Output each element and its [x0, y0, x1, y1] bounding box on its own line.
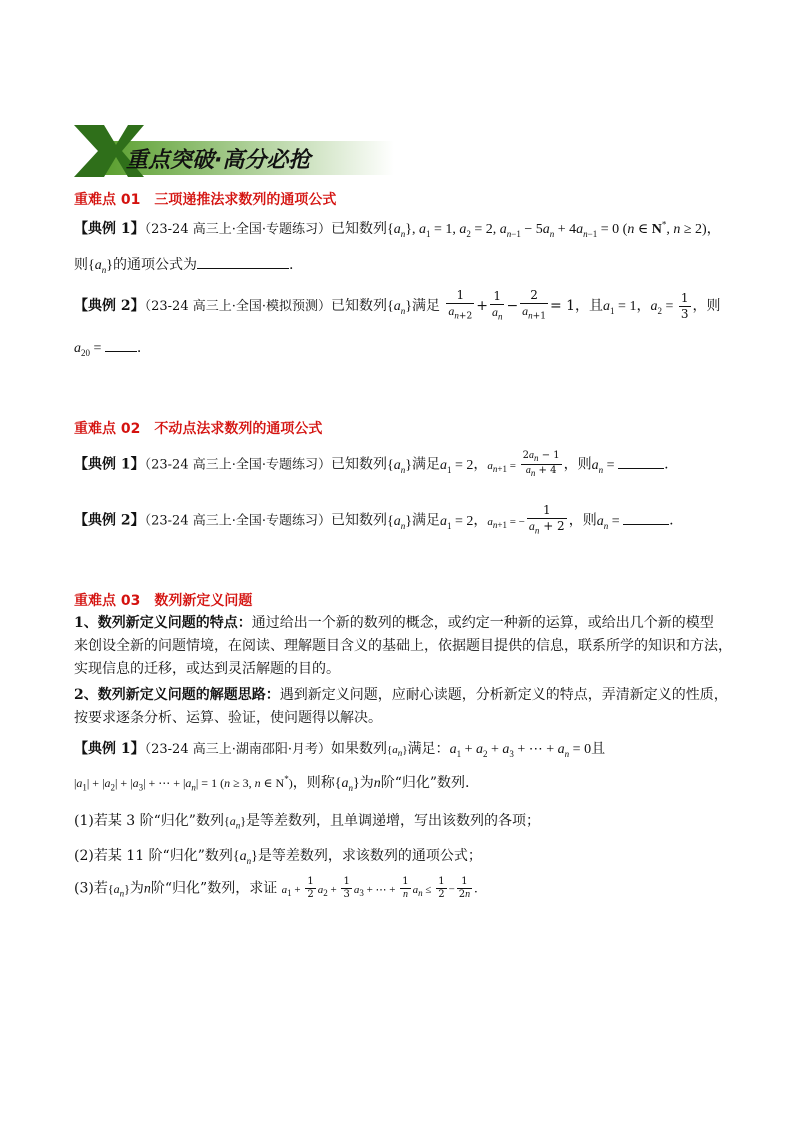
s3-paragraph-2: [74, 684, 734, 730]
s1-example-2-cont: $a_{20}$ = .: [74, 340, 142, 358]
text: 满足: [411, 456, 440, 473]
example-tag: 【典例 1】: [74, 456, 145, 473]
text: 满足: [411, 298, 440, 315]
section-title-1: 重难点 01 三项递推法求数列的通项公式: [74, 192, 337, 208]
text: 则: [74, 257, 88, 273]
fraction: $\frac{2a_n - 1}{a_n + 4}$: [522, 450, 560, 478]
text: 满足：: [407, 741, 450, 757]
formula: $\{a_n\}$: [88, 258, 113, 275]
fraction: $\frac{1}{a_{n+2}}$: [448, 288, 473, 322]
para-head: 2、数列新定义问题的解题思路：: [74, 687, 280, 703]
section-title-2: 重难点 02 不动点法求数列的通项公式: [74, 421, 323, 437]
example-tag: 【典例 2】: [74, 512, 145, 529]
s3-paragraph-1: [74, 612, 734, 681]
s1-example-1-cont: [74, 254, 293, 275]
para-text: 按要求逐条分析、运算、验证，使问题得以解决。: [74, 710, 382, 726]
section-title-3: 重难点 03 数列新定义问题: [74, 593, 253, 609]
fraction: $\frac{1}{a_n}$: [491, 288, 503, 321]
text: (1)若某 3 阶“归化”数列: [74, 813, 224, 829]
example-stem: 如果数列: [331, 741, 387, 757]
text: 是等差数列，求该数列的通项公式；: [257, 848, 482, 864]
text: (2)若某 11 阶“归化”数列: [74, 848, 233, 864]
example-source: （23-24 高三上·全国·专题练习）: [144, 222, 331, 237]
text: .: [664, 456, 669, 473]
example-source: （23-24 高三上·湖南邵阳·月考）: [144, 742, 331, 757]
s3-example-1-cont: $|a_1| + |a_2| + |a_3|$ + ⋯ + $|a_n| = 1$ (n ≥ 3, n ∈ N*)，则称$\{a_n\}$为n阶“归化”数列.: [74, 774, 470, 793]
fraction: $\frac{1}{3}$: [680, 290, 689, 321]
text: ，且: [575, 298, 604, 315]
s3-question-2: (2)若某 11 阶“归化”数列$\{a_n\}$是等差数列，求该数列的通项公式；: [74, 848, 482, 866]
text: ，则: [563, 456, 592, 473]
para-text: 来创设全新的问题情境，在阅读、理解题目含义的基础上，依据题目提供的信息，联系所学的知识和方法，: [74, 638, 732, 654]
formula: $\{a_n\}$: [387, 457, 412, 475]
text: 阶“归化”数列，求证: [150, 880, 278, 897]
s2-example-2: 【典例 2】（23-24 高三上·全国·专题练习）已知数列$\{a_n\}$满足$a_1 = 2$，$a_{n+1}$ = − $\frac{1}{a_n + 2}$ ，则$a_n$ = .: [74, 503, 674, 538]
answer-blank[interactable]: [623, 524, 669, 525]
s1-example-1: 【典例 1】（23-24 高三上·全国·专题练习）已知数列$\{a_n\}$, $a_1 = 1$, $a_2 = 2$, $a_{n-1} - 5a_n + 4a_{n-1} = 0$ (n ∈ N*, n ≥ 2)，: [74, 219, 721, 239]
example-tag: 【典例 2】: [74, 298, 145, 315]
text: 满足: [411, 512, 440, 529]
example-source: （23-24 高三上·全国·专题练习）: [144, 457, 331, 473]
para-head: 1、数列新定义问题的特点：: [74, 615, 252, 631]
text: .: [288, 257, 294, 273]
answer-blank[interactable]: [197, 268, 289, 269]
para-text: 通过给出一个新的数列的概念，或约定一种新的运算，或给出几个新的模型: [251, 615, 714, 631]
s3-example-1: 【典例 1】（23-24 高三上·湖南邵阳·月考）如果数列$\{a_n\}$满足：$a_1 + a_2 + a_3$ + ⋯ + $a_n = 0$且: [74, 741, 606, 759]
text: 是等差数列，且单调递增，写出该数列的各项；: [245, 813, 540, 829]
text: .: [669, 512, 674, 529]
formula: $\{a_n\}$: [387, 513, 412, 531]
para-text: 遇到新定义问题，应耐心读题，分析新定义的特点，弄清新定义的性质，: [279, 687, 728, 703]
text: 的通项公式为: [112, 257, 197, 273]
s3-question-3: (3)若$\{a_n\}$为n阶“归化”数列，求证 $a_1$ + $\frac{1}{2}$ $a_2$ + $\frac{1}{3}$ $a_3$ + ⋯ + $\frac{1}{n}$ $a_n$ ≤ $\frac{1}{2}$ − $\frac{1}{2n}$ .: [74, 876, 478, 900]
example-tag: 【典例 1】: [74, 741, 145, 757]
fraction: $\frac{2}{a_{n+1}}$: [522, 288, 546, 322]
s3-question-1: (1)若某 3 阶“归化”数列$\{a_n\}$是等差数列，且单调递增，写出该数列的各项；: [74, 813, 540, 831]
example-stem: 已知数列: [331, 456, 387, 473]
fraction: $\frac{1}{a_n + 2}$: [528, 503, 565, 536]
section-banner: [74, 123, 394, 177]
text: .: [136, 340, 142, 356]
text: ，则: [692, 298, 721, 315]
text: (3)若: [74, 880, 108, 897]
answer-blank[interactable]: [105, 351, 137, 352]
s2-example-1: 【典例 1】（23-24 高三上·全国·专题练习）已知数列$\{a_n\}$满足$a_1 = 2$，$a_{n+1}$ = $\frac{2a_n - 1}{a_n + 4}$ ，则$a_n$ = .: [74, 450, 669, 478]
example-stem: 已知数列: [331, 221, 387, 237]
formula: $\{a_n\}$: [387, 299, 412, 316]
text: ，则: [568, 512, 597, 529]
example-stem: 已知数列: [331, 512, 387, 529]
text: 且: [591, 741, 606, 757]
banner-text: 重点突破·高分必抢: [126, 148, 311, 173]
para-text: 实现信息的迁移，或达到灵活解题的目的。: [74, 661, 340, 677]
example-tag: 【典例 1】: [74, 221, 145, 237]
text: ，则称: [292, 775, 335, 791]
example-source: （23-24 高三上·全国·专题练习）: [144, 513, 331, 529]
text: 为: [129, 880, 144, 897]
example-source: （23-24 高三上·全国·模拟预测）: [144, 299, 331, 315]
text: 为: [359, 775, 374, 791]
answer-blank[interactable]: [618, 468, 664, 469]
formula: $\{a_n\}$, $a_1 = 1$, $a_2 = 2$, $a_{n-1} - 5a_n + 4a_{n-1} = 0$ (n ∈ N*, n ≥ 2): [387, 219, 707, 239]
example-stem: 已知数列: [331, 298, 387, 315]
text: 阶“归化”数列.: [380, 775, 470, 791]
s1-example-2: 【典例 2】（23-24 高三上·全国·模拟预测）已知数列$\{a_n\}$满足 $\frac{1}{a_{n+2}}$ + $\frac{1}{a_n}$ − $\frac{2}{a_{n+1}}$ = 1，且$a_1 = 1$，$a_2$ = $\frac{1}{3}$ ，则: [74, 288, 721, 324]
